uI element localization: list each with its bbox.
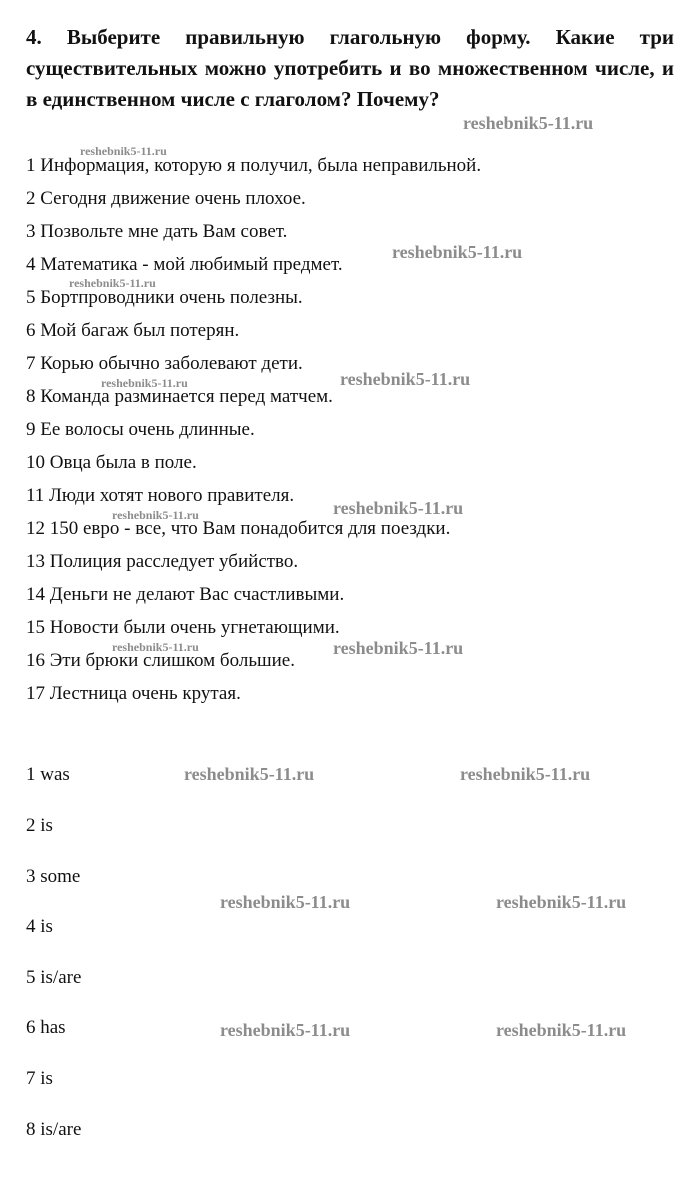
- sentence-item: 9 Ее волосы очень длинные.: [26, 419, 255, 440]
- watermark: reshebnik5-11.ru: [112, 640, 199, 654]
- sentence-item: 8 Команда разминается перед матчем.: [26, 386, 333, 407]
- watermark: reshebnik5-11.ru: [463, 113, 594, 133]
- watermark: reshebnik5-11.ru: [220, 1020, 351, 1040]
- answer-item: 5 is/are: [26, 967, 82, 988]
- sentence-item: 17 Лестница очень крутая.: [26, 683, 241, 704]
- sentence-item: 4 Математика - мой любимый предмет.: [26, 254, 343, 275]
- watermark: reshebnik5-11.ru: [460, 764, 591, 784]
- watermark: reshebnik5-11.ru: [184, 764, 315, 784]
- sentence-item: 12 150 евро - все, что Вам понадобится для поездки.: [26, 518, 451, 539]
- sentence-item: 10 Овца была в поле.: [26, 452, 197, 473]
- sentence-item: 3 Позвольте мне дать Вам совет.: [26, 221, 288, 242]
- watermark: reshebnik5-11.ru: [220, 892, 351, 912]
- watermark: reshebnik5-11.ru: [496, 892, 627, 912]
- answer-item: 1 was: [26, 764, 70, 785]
- sentence-item: 15 Новости были очень угнетающими.: [26, 617, 340, 638]
- sentence-item: 13 Полиция расследует убийство.: [26, 551, 299, 572]
- answer-item: 3 some: [26, 866, 81, 887]
- watermark: reshebnik5-11.ru: [333, 638, 464, 658]
- answer-item: 8 is/are: [26, 1119, 82, 1140]
- watermark: reshebnik5-11.ru: [112, 508, 199, 522]
- watermark: reshebnik5-11.ru: [333, 498, 464, 518]
- sentence-item: 5 Бортпроводники очень полезны.: [26, 287, 303, 308]
- task-heading: 4. Выберите правильную глагольную форму. Какие три существительных можно употребить и во множественном числе, и в единственном числе с глаголом? Почему?: [26, 25, 674, 111]
- sentence-item: 11 Люди хотят нового правителя.: [26, 485, 295, 506]
- answer-item: 7 is: [26, 1068, 53, 1089]
- watermark: reshebnik5-11.ru: [392, 242, 523, 262]
- sentence-item: 6 Мой багаж был потерян.: [26, 320, 240, 341]
- sentence-item: 16 Эти брюки слишком большие.: [26, 650, 295, 671]
- watermark: reshebnik5-11.ru: [69, 276, 156, 290]
- sentence-item: 14 Деньги не делают Вас счастливыми.: [26, 584, 345, 605]
- sentence-item: 7 Корью обычно заболевают дети.: [26, 353, 303, 374]
- sentence-item: 2 Сегодня движение очень плохое.: [26, 188, 306, 209]
- sentence-item: 1 Информация, которую я получил, была неправильной.: [26, 155, 482, 176]
- answer-item: 2 is: [26, 815, 53, 836]
- watermark: reshebnik5-11.ru: [101, 376, 188, 390]
- answer-item: 4 is: [26, 916, 53, 937]
- watermark: reshebnik5-11.ru: [496, 1020, 627, 1040]
- answer-item: 6 has: [26, 1017, 66, 1038]
- watermark: reshebnik5-11.ru: [80, 144, 167, 158]
- watermark: reshebnik5-11.ru: [340, 369, 471, 389]
